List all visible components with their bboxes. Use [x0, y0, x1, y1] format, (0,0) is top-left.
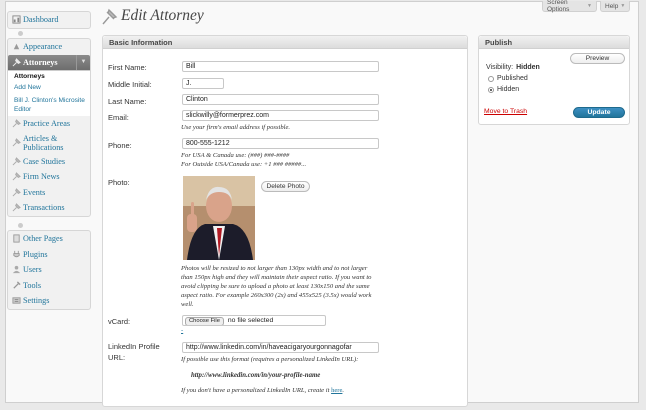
basic-information-heading: Basic Information — [103, 36, 467, 49]
sidebar-separator — [7, 222, 91, 228]
pin-icon — [11, 187, 21, 197]
vcard-label: vCard: — [108, 317, 131, 326]
submenu-item-microsite-editor[interactable]: Bill J. Clinton's Microsite Editor — [14, 96, 85, 113]
chevron-down-icon: ▼ — [620, 3, 626, 9]
attorney-photo — [183, 176, 255, 260]
settings-icon — [11, 296, 21, 306]
sidebar-group-admin — [7, 230, 91, 310]
plugin-icon — [11, 249, 21, 259]
pin-icon — [11, 119, 21, 129]
sidebar-item-practice-areas[interactable]: Practice Areas — [8, 116, 90, 132]
delete-photo-button[interactable]: Delete Photo — [261, 181, 310, 192]
email-hint: Use your firm's email address if possible. — [181, 124, 291, 131]
sidebar-item-dashboard[interactable]: Dashboard — [8, 12, 90, 28]
visibility-row: Visibility: Hidden — [486, 64, 540, 71]
pin-icon — [11, 57, 21, 67]
submenu-item-attorneys[interactable]: Attorneys — [14, 72, 45, 80]
pin-icon — [11, 138, 21, 148]
middle-initial-label: Middle Initial: — [108, 80, 152, 89]
pages-icon — [11, 234, 21, 244]
sidebar-group-content — [7, 38, 91, 217]
visibility-option-hidden[interactable]: Hidden — [488, 86, 519, 93]
sidebar-item-events[interactable]: Events — [8, 185, 90, 201]
attorneys-submenu — [8, 70, 90, 116]
radio-published[interactable] — [488, 76, 494, 82]
vcard-link[interactable]: - — [181, 327, 184, 334]
chevron-down-icon: ▼ — [587, 3, 592, 9]
screen-options-button[interactable]: Screen Options ▼ — [542, 1, 597, 12]
pin-icon — [11, 156, 21, 166]
sidebar-item-plugins[interactable]: Plugins — [8, 247, 90, 263]
phone-hint-international: For Outside USA/Canada use: +1 ### #####... — [181, 161, 307, 168]
phone-input[interactable]: 800-555-1212 — [182, 138, 379, 149]
linkedin-footer: If you don't have a personalized LinkedIn URL, create it here. — [181, 387, 345, 394]
choose-file-button[interactable]: Choose File — [185, 317, 224, 326]
chevron-down-icon[interactable]: ▼ — [76, 55, 90, 71]
linkedin-hint: If possible use this format (requires a personalized LinkedIn URL): — [181, 356, 359, 363]
sidebar-item-firm-news[interactable]: Firm News — [8, 169, 90, 185]
pin-icon — [11, 203, 21, 213]
publish-heading: Publish — [479, 36, 629, 49]
users-icon — [11, 265, 21, 275]
first-name-input[interactable]: Bill — [182, 61, 379, 72]
tools-icon — [11, 280, 21, 290]
photo-label: Photo: — [108, 178, 130, 187]
phone-label: Phone: — [108, 141, 132, 150]
phone-hint-usa: For USA & Canada use: (###) ###-#### — [181, 152, 290, 159]
linkedin-format-example: http://www.linkedin.com/in/your-profile-name — [191, 372, 321, 379]
last-name-label: Last Name: — [108, 97, 147, 106]
sidebar-item-other-pages[interactable]: Other Pages — [8, 231, 90, 247]
email-input[interactable]: slickwilly@formerprez.com — [182, 110, 379, 121]
help-button[interactable]: Help ▼ — [600, 1, 630, 12]
middle-initial-input[interactable]: J. — [182, 78, 224, 89]
linkedin-create-link[interactable]: here — [331, 387, 343, 394]
sidebar-item-appearance[interactable]: Appearance — [8, 39, 90, 55]
appearance-icon — [11, 42, 21, 52]
update-button[interactable]: Update — [573, 107, 625, 118]
vcard-file-field — [182, 315, 326, 326]
submenu-item-add-new[interactable]: Add New — [14, 84, 41, 91]
sidebar-item-settings[interactable]: Settings — [8, 293, 90, 309]
visibility-option-published[interactable]: Published — [488, 75, 528, 82]
first-name-label: First Name: — [108, 63, 147, 72]
file-status: no file selected — [227, 317, 274, 324]
page-title: Edit Attorney — [121, 7, 204, 24]
sidebar-separator — [7, 30, 91, 36]
preview-button[interactable]: Preview — [570, 53, 625, 64]
radio-hidden[interactable] — [488, 87, 494, 93]
portrait-image — [183, 176, 255, 260]
sidebar-group-dashboard — [7, 11, 91, 29]
linkedin-label: LinkedIn Profile URL: — [108, 342, 160, 362]
sidebar-item-tools[interactable]: Tools — [8, 278, 90, 294]
email-label: Email: — [108, 113, 129, 122]
sidebar-item-articles[interactable]: Articles & Publications — [8, 132, 90, 154]
pin-icon — [11, 172, 21, 182]
attorney-pin-icon — [100, 8, 118, 26]
sidebar-item-transactions[interactable]: Transactions — [8, 200, 90, 216]
last-name-input[interactable]: Clinton — [182, 94, 379, 105]
visibility-value: Hidden — [516, 64, 540, 71]
linkedin-url-input[interactable]: http://www.linkedin.com/in/haveacigaryourgonnagofar — [182, 342, 379, 353]
photo-hint: Photos will be resized to not larger than 130px width and to not larger than 150px high and they will maintain their aspect ratio. If you want to avoid clipping be sure to upload a photo at least 130x150 and the same aspect ratio. For example 260x300 (2x) and 455x525 (3.5x) would work well. — [181, 265, 372, 308]
sidebar-item-case-studies[interactable]: Case Studies — [8, 154, 90, 170]
sidebar-item-users[interactable]: Users — [8, 262, 90, 278]
move-to-trash-link[interactable]: Move to Trash — [484, 108, 528, 115]
sidebar-item-attorneys[interactable]: Attorneys ▼ — [8, 55, 90, 71]
dashboard-icon — [11, 15, 21, 25]
